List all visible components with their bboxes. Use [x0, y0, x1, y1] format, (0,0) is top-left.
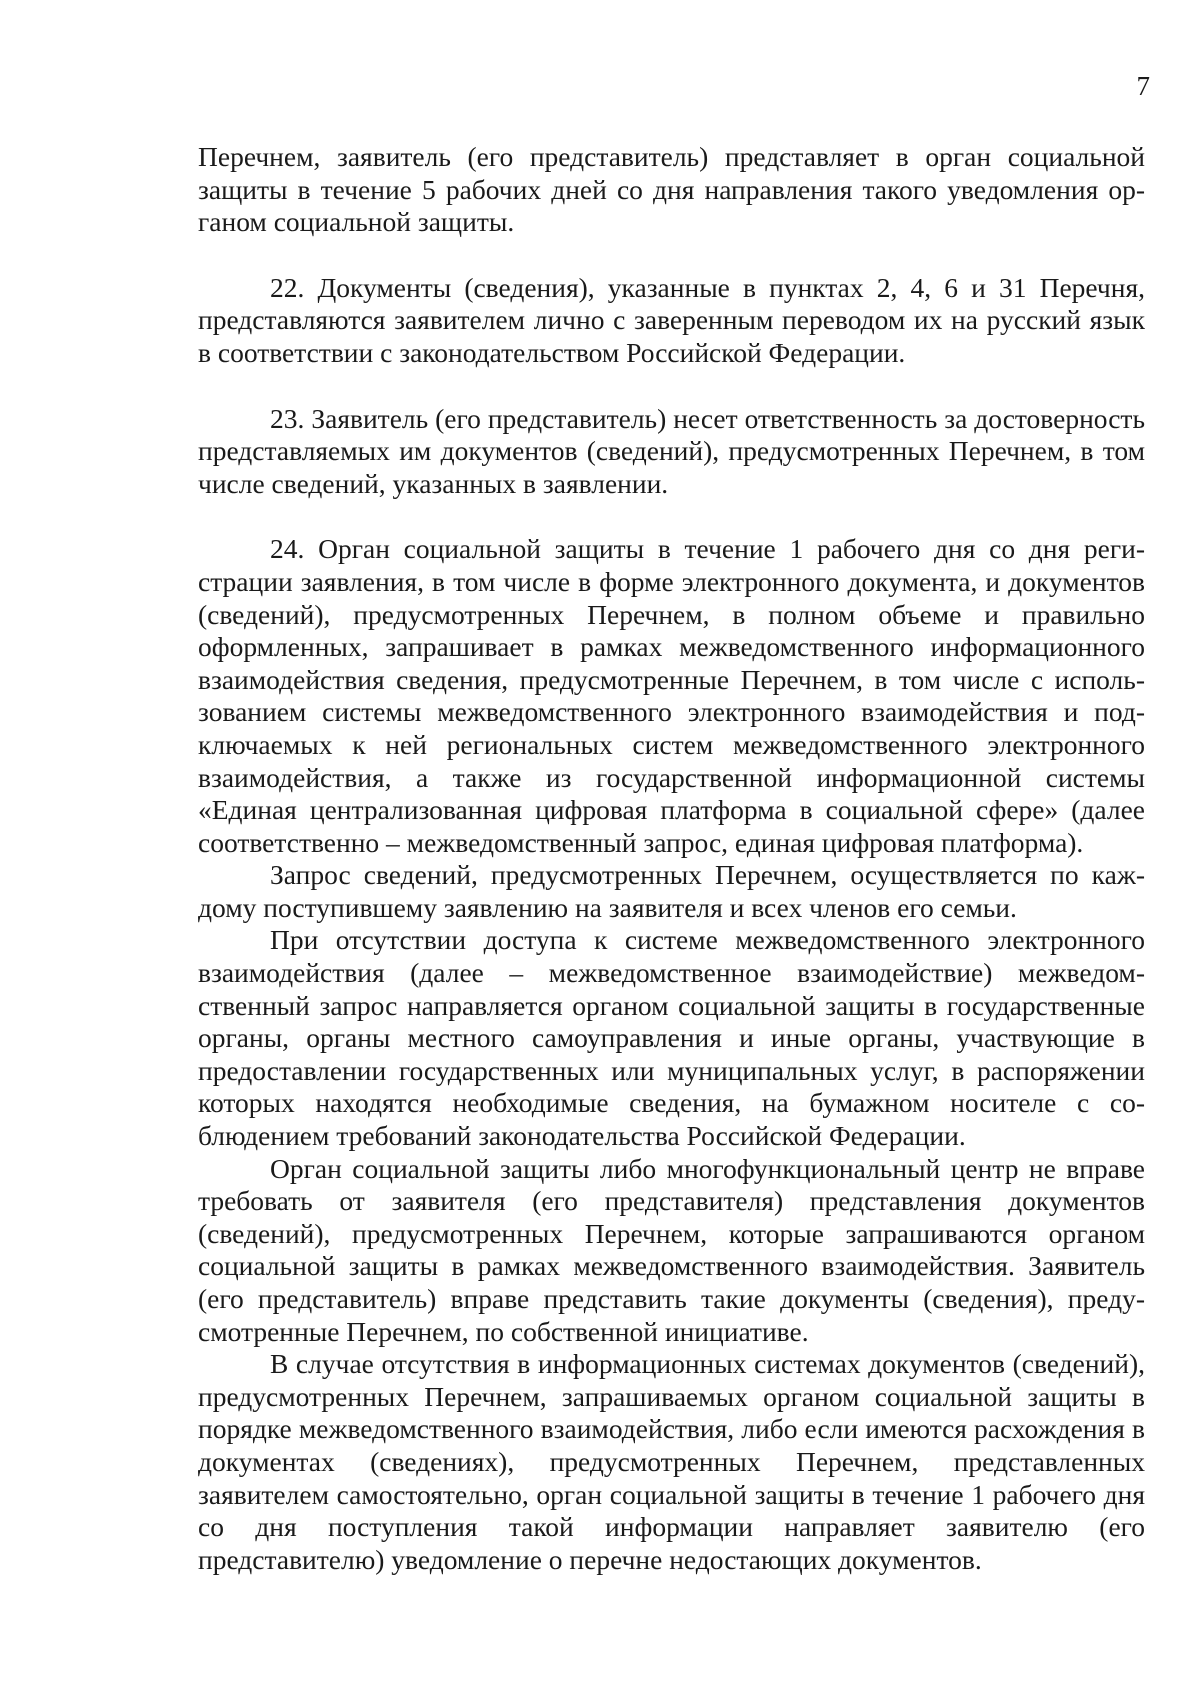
- paragraph-continuation: Перечнем, заявитель (его представитель) представляет в орган социальной защиты в течение 5 рабочих дней со дня направления такого уведомления органом социальной защиты.: [198, 141, 1145, 238]
- paragraph-item-24-request: Запрос сведений, предусмотренных Перечнем, осуществляется по каждому поступившему заявлению на заявителя и всех членов его семьи.: [198, 859, 1145, 923]
- paragraph-item-24-not-entitled: Орган социальной защиты либо многофункциональный центр не вправе требовать от заявителя (его представителя) представления документов (сведений), предусмотренных Перечнем, которые запрашиваются органом социальной защиты в рамках межведомственного взаимодействия. Заявитель (его представитель) вправе представить такие документы (сведения), предусмотренные Перечнем, по собственной инициативе.: [198, 1152, 1145, 1347]
- document-body: [198, 141, 1145, 1576]
- paragraph-item-24-missing-documents: В случае отсутствия в информационных системах документов (сведений), предусмотренных Перечнем, запрашиваемых органом социальной защиты в порядке межведомственного взаимодействия, либо если имеются расхождения в документах (сведениях), предусмотренных Перечнем, представленных заявителем самостоятельно, орган социальной защиты в течение 1 рабочего дня со дня поступления такой информации направляет заявителю (его представителю) уведомление о перечне недостающих документов.: [198, 1348, 1145, 1575]
- paragraph-item-24: 24. Орган социальной защиты в течение 1 рабочего дня со дня регистрации заявления, в том числе в форме электронного документа, и документов (сведений), предусмотренных Перечнем, в полном объеме и правильно оформленных, запрашивает в рамках межведомственного информационного взаимодействия сведения, предусмотренные Перечнем, в том числе с использованием системы межведомственного электронного взаимодействия и подключаемых к ней региональных систем межведомственного электронного взаимодействия, а также из государственной информационной системы «Единая централизованная цифровая платформа в социальной сфере» (далее соответственно – межведомственный запрос, единая цифровая платформа).: [198, 533, 1145, 858]
- paragraph-item-23: 23. Заявитель (его представитель) несет ответственность за достоверность представляемых им документов (сведений), предусмотренных Перечнем, в том числе сведений, указанных в заявлении.: [198, 402, 1145, 499]
- paragraph-item-24-no-access: При отсутствии доступа к системе межведомственного электронного взаимодействия (далее – межведомственное взаимодействие) межведомственный запрос направляется органом социальной защиты в государственные органы, органы местного самоуправления и иные органы, участвующие в предоставлении государственных или муниципальных услуг, в распоряжении которых находятся необходимые сведения, на бумажном носителе с соблюдением требований законодательства Российской Федерации.: [198, 924, 1145, 1152]
- paragraph-item-22: 22. Документы (сведения), указанные в пунктах 2, 4, 6 и 31 Перечня, представляются заявителем лично с заверенным переводом их на русский язык в соответствии с законодательством Российской Федерации.: [198, 271, 1145, 368]
- page-number: 7: [1136, 71, 1150, 101]
